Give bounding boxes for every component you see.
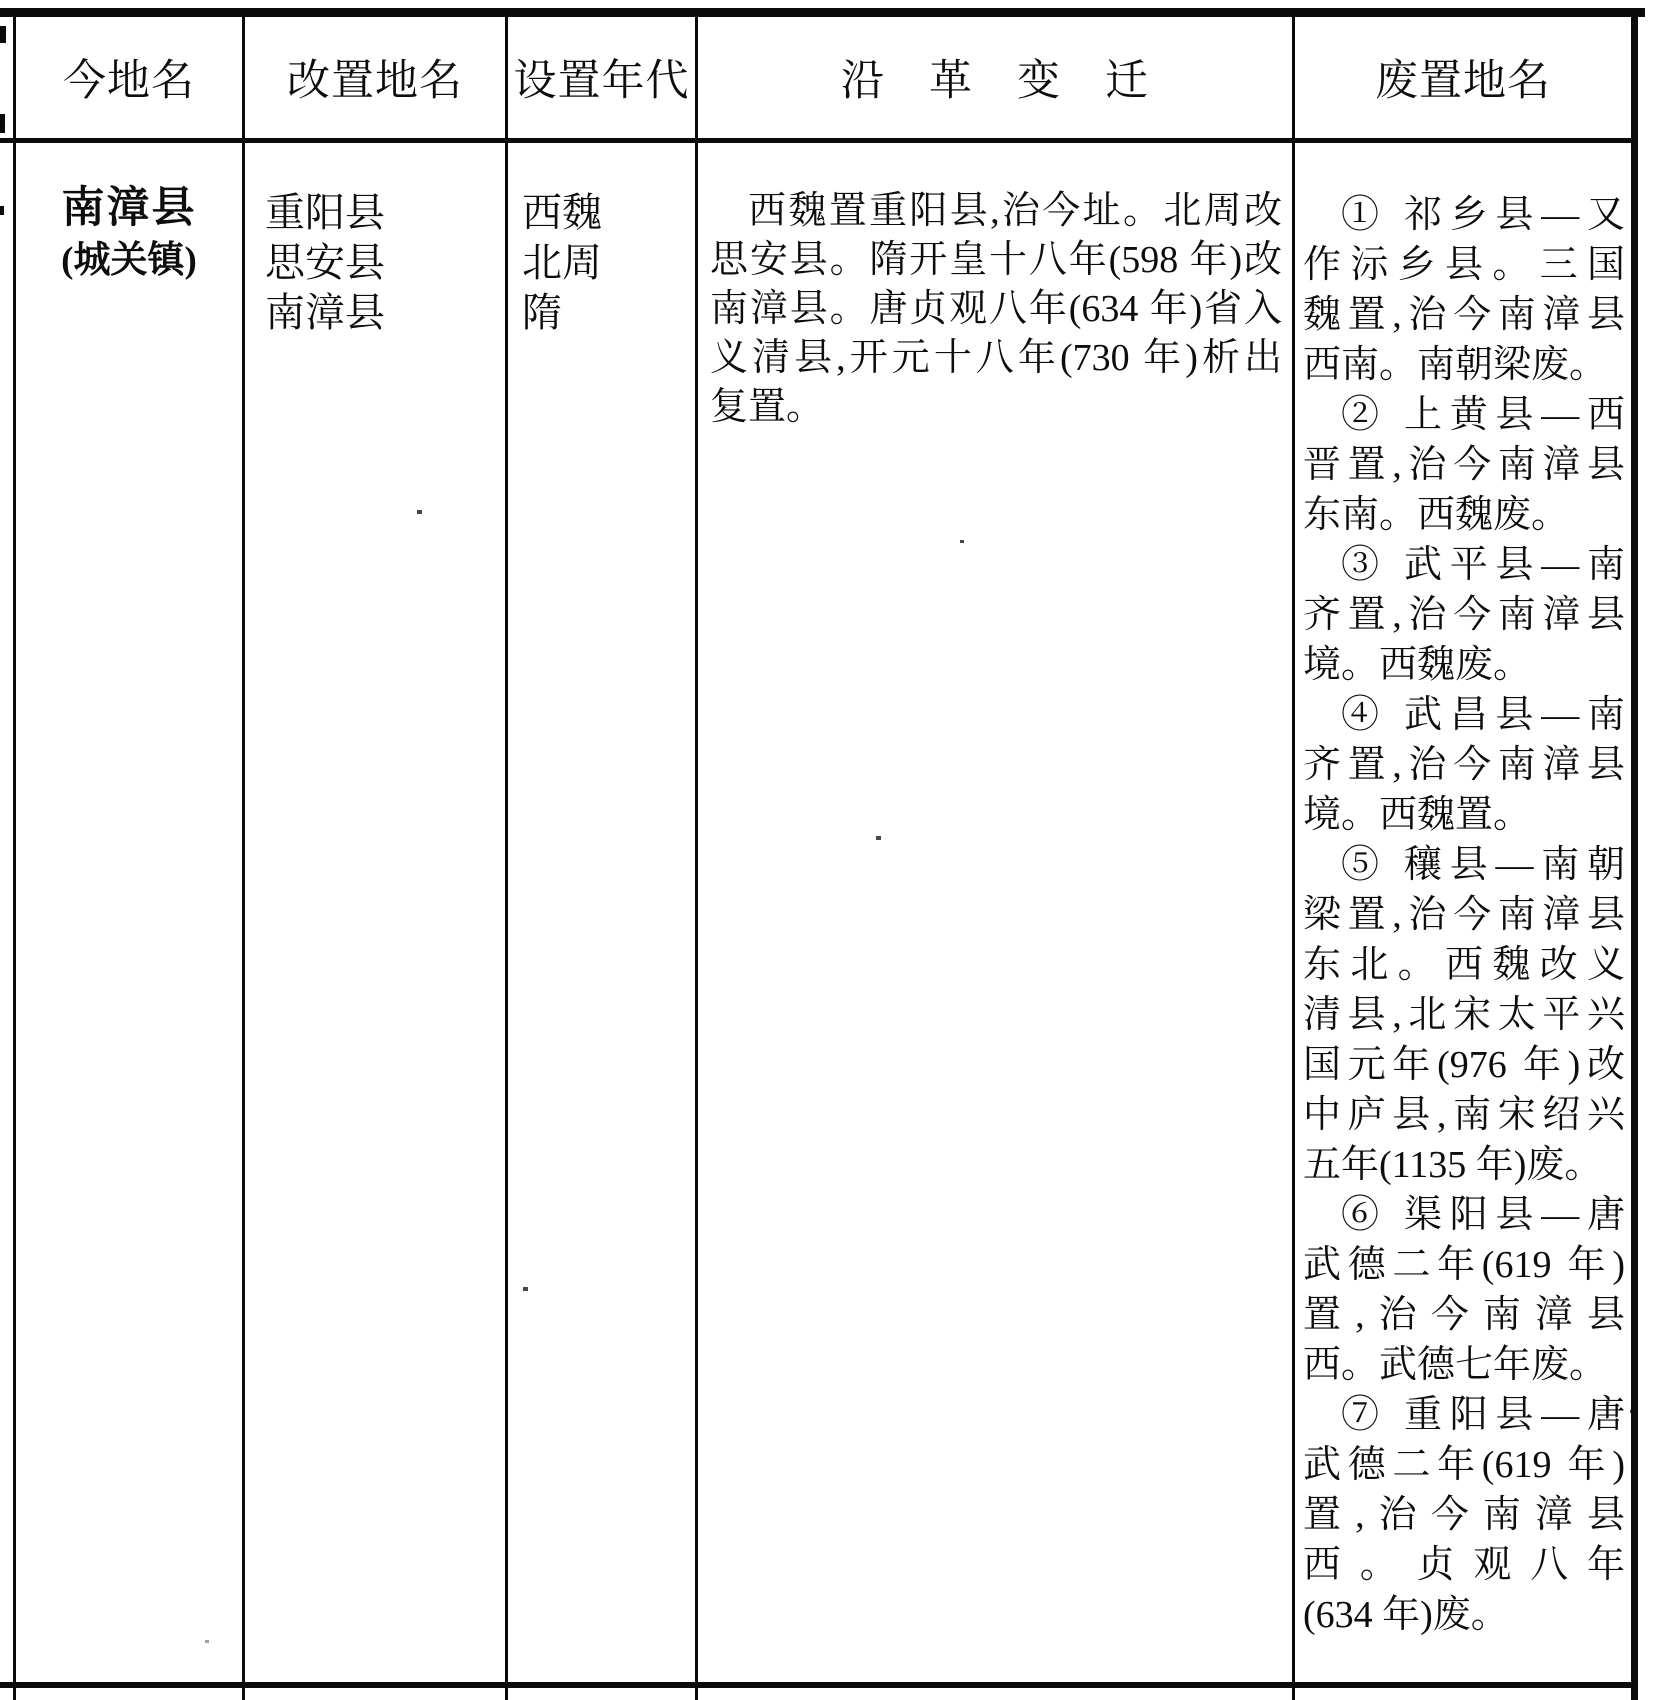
header-cell-era: 设置年代 xyxy=(513,58,690,105)
text-line: 魏置,治今南漳县 xyxy=(1303,294,1625,336)
cell-abolished-names xyxy=(1295,143,1631,1682)
abolished-name-entry xyxy=(1303,690,1625,840)
text-line: 境。西魏废。 xyxy=(1303,644,1532,686)
row-bottom-line xyxy=(0,1682,1638,1688)
text-line: 武德二年(619 年) xyxy=(1303,1244,1625,1286)
cell-establishment-eras xyxy=(508,143,695,1682)
scan-edge-tick xyxy=(0,114,5,133)
abolished-name-entry xyxy=(1303,190,1625,390)
text-line: 置,治今南漳县 xyxy=(1303,1494,1625,1536)
text-line: 东南。西魏废。 xyxy=(1303,494,1570,536)
cell-current-name xyxy=(16,143,242,1682)
text-line: 清县,北宋太平兴 xyxy=(1303,994,1625,1036)
table-right-border xyxy=(1631,8,1638,1700)
text-line: 北周 xyxy=(522,240,602,285)
text-line: 西魏 xyxy=(522,190,602,235)
header-cell-evolution: 沿 革 变 迁 xyxy=(841,58,1149,105)
text-line: 五年(1135 年)废。 xyxy=(1303,1144,1603,1186)
cell-renamed-names xyxy=(245,143,505,1682)
text-line: 齐置,治今南漳县 xyxy=(1303,594,1625,636)
text-line: 思安县。隋开皇十八年(598 年)改 xyxy=(710,239,1282,281)
text-line: 武德二年(619 年) xyxy=(1303,1444,1625,1486)
abolished-name-entry xyxy=(1303,540,1625,690)
table-top-border xyxy=(0,8,1645,17)
text-line: 齐置,治今南漳县 xyxy=(1303,744,1625,786)
text-line: 晋置,治今南漳县 xyxy=(1303,444,1625,486)
text-line: ⑦ 重阳县—唐 xyxy=(1341,1394,1625,1436)
text-line: 隋 xyxy=(522,290,562,335)
scan-edge-tick xyxy=(0,206,4,215)
text-line: 重阳县 xyxy=(265,190,385,235)
text-line: ③ 武平县—南 xyxy=(1341,544,1625,586)
abolished-name-entry xyxy=(1303,390,1625,540)
text-line: ⑥ 渠阳县—唐 xyxy=(1341,1194,1625,1236)
text-line: 复置。 xyxy=(710,386,825,428)
abolished-name-entry xyxy=(1303,1190,1625,1390)
text-line: ① 祁乡县—又 xyxy=(1341,194,1625,236)
cell-evolution-history xyxy=(698,143,1292,1682)
text-line: ⑤ 穰县—南朝 xyxy=(1341,844,1625,886)
current-place-name-note: (城关镇) xyxy=(61,240,197,281)
text-line: 置,治今南漳县 xyxy=(1303,1294,1625,1336)
header-cell-abolished: 废置地名 xyxy=(1375,58,1551,105)
text-line: ② 上黄县—西 xyxy=(1341,394,1625,436)
scan-speck xyxy=(1630,1410,1638,1413)
text-line: ④ 武昌县—南 xyxy=(1341,694,1625,736)
text-line: 义清县,开元十八年(730 年)析出 xyxy=(710,337,1282,379)
text-line: 西南。南朝梁废。 xyxy=(1303,344,1608,386)
text-line: 西魏置重阳县,治今址。北周改 xyxy=(748,190,1282,232)
text-line: 南漳县。唐贞观八年(634 年)省入 xyxy=(710,288,1282,330)
text-line: 境。西魏置。 xyxy=(1303,794,1532,836)
text-line: 思安县 xyxy=(265,240,385,285)
text-line: 南漳县 xyxy=(265,290,385,335)
text-line: 梁置,治今南漳县 xyxy=(1303,894,1625,936)
text-line: 西。贞观八年 xyxy=(1303,1544,1625,1586)
header-cell-current-name: 今地名 xyxy=(63,58,195,105)
text-line: 东北。西魏改义 xyxy=(1303,944,1625,986)
current-place-name: 南漳县 xyxy=(61,185,197,232)
text-line: 国元年(976 年)改 xyxy=(1303,1044,1625,1086)
text-line: (634 年)废。 xyxy=(1303,1594,1509,1636)
header-cell-renamed: 改置地名 xyxy=(287,58,463,105)
text-line: 西。武德七年废。 xyxy=(1303,1344,1608,1386)
text-line: 中庐县,南宋绍兴 xyxy=(1303,1094,1625,1136)
abolished-name-entry xyxy=(1303,840,1625,1190)
text-line: 作沶乡县。三国 xyxy=(1303,244,1625,286)
abolished-name-entry xyxy=(1303,1390,1625,1640)
scan-edge-tick xyxy=(0,26,6,43)
